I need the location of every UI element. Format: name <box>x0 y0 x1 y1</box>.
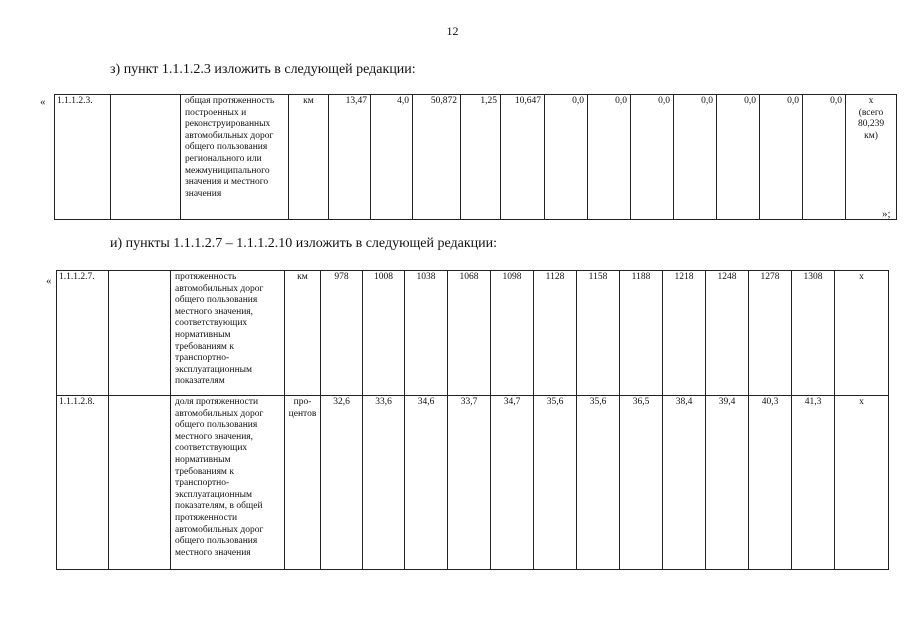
value-cell: 34,7 <box>491 396 534 570</box>
row-unit: км <box>289 95 329 220</box>
value-cell: 1008 <box>363 271 405 396</box>
table-row <box>55 95 897 220</box>
empty-cell <box>111 95 181 220</box>
value-cell: 36,5 <box>620 396 663 570</box>
value-cell: 0,0 <box>674 95 717 220</box>
heading-item-i: и) пункты 1.1.1.2.7 – 1.1.1.2.10 изложить в следующей редакции: <box>110 236 498 251</box>
table-row <box>57 396 889 570</box>
value-cell: 978 <box>321 271 363 396</box>
value-cell: 0,0 <box>545 95 588 220</box>
empty-cell <box>109 271 171 396</box>
value-cell: 32,6 <box>321 396 363 570</box>
value-cell: 13,47 <box>329 95 371 220</box>
value-cell: 1098 <box>491 271 534 396</box>
value-cell: 1218 <box>663 271 706 396</box>
empty-cell <box>109 396 171 570</box>
heading-item-z: з) пункт 1.1.1.2.3 изложить в следующей редакции: <box>110 62 416 77</box>
row-last-cell: x <box>835 396 889 570</box>
value-cell: 40,3 <box>749 396 792 570</box>
row-unit: про- центов <box>285 396 321 570</box>
value-cell: 33,7 <box>448 396 491 570</box>
row-last-cell: x (всего 80,239 км) <box>846 95 897 220</box>
value-cell: 1188 <box>620 271 663 396</box>
row-description: протяженность автомобильных дорог общего пользования местного значения, соответствующих нормативным требованиям к транспортно-эксплуатационным показателям <box>171 271 285 396</box>
closing-quote: »; <box>882 208 891 220</box>
value-cell: 1038 <box>405 271 448 396</box>
table-row <box>57 271 889 396</box>
value-cell: 0,0 <box>760 95 803 220</box>
value-cell: 41,3 <box>792 396 835 570</box>
table-items-1-1-1-2-7-to-10 <box>56 270 889 570</box>
row-code: 1.1.1.2.7. <box>57 271 109 396</box>
value-cell: 0,0 <box>588 95 631 220</box>
row-description: доля протяженности автомобильных дорог общего пользования местного значения, соответствующих нормативным требованиям к транспортно-эксплуатационным показателям, в общей протяженности автомобильных дорог общего пользования местного значения <box>171 396 285 570</box>
value-cell: 1248 <box>706 271 749 396</box>
opening-quote-2: « <box>46 275 52 287</box>
value-cell: 1278 <box>749 271 792 396</box>
value-cell: 0,0 <box>803 95 846 220</box>
row-last-cell: x <box>835 271 889 396</box>
row-unit: км <box>285 271 321 396</box>
value-cell: 35,6 <box>577 396 620 570</box>
value-cell: 39,4 <box>706 396 749 570</box>
value-cell: 38,4 <box>663 396 706 570</box>
value-cell: 0,0 <box>717 95 760 220</box>
row-code: 1.1.1.2.8. <box>57 396 109 570</box>
value-cell: 10,647 <box>501 95 545 220</box>
value-cell: 1158 <box>577 271 620 396</box>
value-cell: 1128 <box>534 271 577 396</box>
value-cell: 33,6 <box>363 396 405 570</box>
value-cell: 34,6 <box>405 396 448 570</box>
value-cell: 1068 <box>448 271 491 396</box>
table-item-1-1-1-2-3 <box>54 94 897 220</box>
value-cell: 1308 <box>792 271 835 396</box>
value-cell: 35,6 <box>534 396 577 570</box>
value-cell: 4,0 <box>371 95 413 220</box>
value-cell: 0,0 <box>631 95 674 220</box>
row-code: 1.1.1.2.3. <box>55 95 111 220</box>
opening-quote: « <box>40 96 46 108</box>
row-description: общая протяженность построенных и реконструированных автомобильных дорог общего пользования регионального или межмуниципального значения и местного значения <box>181 95 289 220</box>
page-number: 12 <box>446 24 459 38</box>
value-cell: 1,25 <box>461 95 501 220</box>
value-cell: 50,872 <box>413 95 461 220</box>
